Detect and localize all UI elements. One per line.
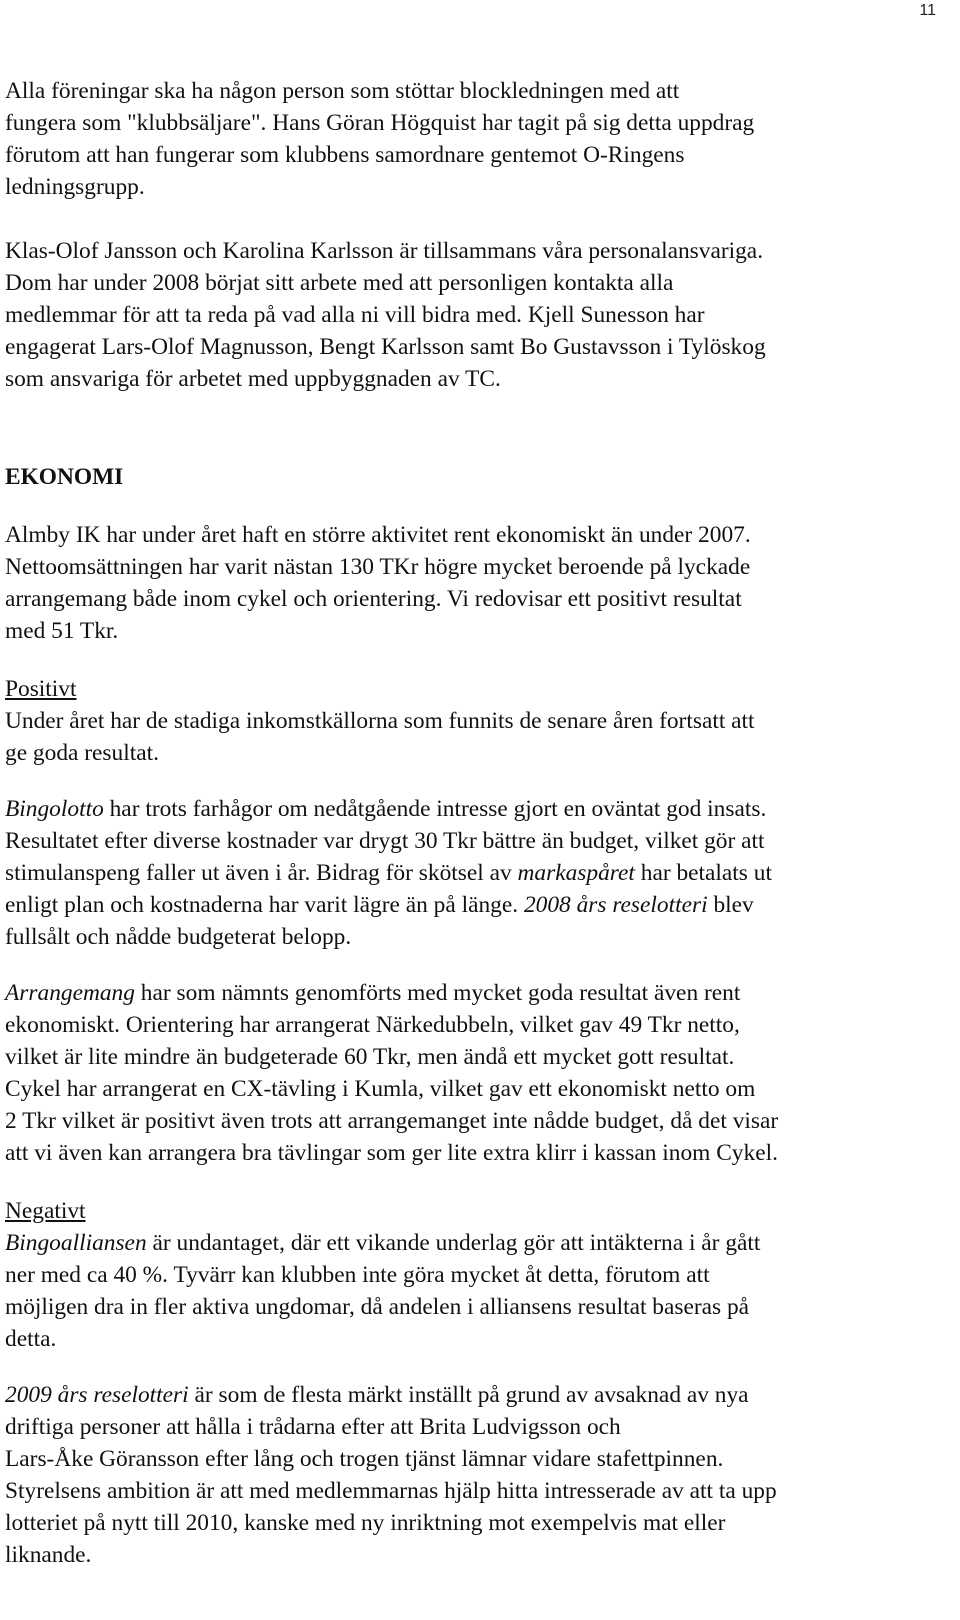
text-line: detta.: [5, 1326, 57, 1352]
text-line: [5, 1380, 749, 1410]
text-line: Cykel har arrangerat en CX-tävling i Kumla, vilket gav ett ekonomiskt netto om: [5, 1076, 756, 1102]
text-line: Lars-Åke Göransson efter lång och trogen tjänst lämnar vidare stafettpinnen.: [5, 1446, 724, 1472]
text-line: vilket är lite mindre än budgeterade 60 Tkr, men ändå ett mycket gott resultat.: [5, 1044, 735, 1070]
text-line: driftiga personer att hålla i trådarna efter att Brita Ludvigsson och: [5, 1414, 621, 1440]
text-line: Resultatet efter diverse kostnader var drygt 30 Tkr bättre än budget, vilket gör att: [5, 828, 765, 854]
text-line: att vi även kan arrangera bra tävlingar som ger lite extra klirr i kassan inom Cykel.: [5, 1140, 778, 1166]
subheading-positivt: Positivt: [5, 676, 77, 702]
text-line: Almby IK har under året haft en större aktivitet rent ekonomiskt än under 2007.: [5, 522, 751, 548]
text-line: [5, 858, 772, 888]
text-line: [5, 1228, 760, 1258]
text-line: [5, 978, 740, 1008]
text-line: med 51 Tkr.: [5, 618, 119, 644]
text-line: [5, 890, 754, 920]
text-line: liknande.: [5, 1542, 92, 1568]
text-segment: har som nämnts genomförts med mycket goda resultat även rent: [134, 980, 741, 1006]
emphasis-reselotteri-2009: 2009 års reselotteri: [5, 1382, 189, 1408]
emphasis-bingolotto: Bingolotto: [5, 796, 104, 822]
text-segment: är undantaget, där ett vikande underlag gör att intäkterna i år gått: [146, 1230, 761, 1256]
text-line: Alla föreningar ska ha någon person som stöttar blockledningen med att: [5, 78, 680, 104]
section-heading-ekonomi: EKONOMI: [5, 464, 124, 490]
text-segment: har betalats ut: [634, 860, 772, 886]
emphasis-arrangemang: Arrangemang: [5, 980, 135, 1006]
text-line: möjligen dra in fler aktiva ungdomar, då andelen i alliansens resultat baseras på: [5, 1294, 750, 1320]
text-line: medlemmar för att ta reda på vad alla ni vill bidra med. Kjell Sunesson har: [5, 302, 705, 328]
text-line: fungera som "klubbsäljare". Hans Göran Högquist har tagit på sig detta uppdrag: [5, 110, 755, 136]
text-segment: stimulanspeng faller ut även i år. Bidrag för skötsel av: [5, 860, 518, 886]
emphasis-reselotteri-2008: 2008 års reselotteri: [523, 892, 708, 918]
text-line: Klas-Olof Jansson och Karolina Karlsson är tillsammans våra personalansvariga.: [5, 238, 764, 264]
text-line: 2 Tkr vilket är positivt även trots att arrangemanget inte nådde budget, då det visar: [5, 1108, 779, 1134]
text-segment: är som de flesta märkt inställt på grund av avsaknad av nya: [188, 1382, 749, 1408]
emphasis-markasparet: markaspåret: [517, 860, 635, 886]
text-line: Dom har under 2008 börjat sitt arbete med att personligen kontakta alla: [5, 270, 674, 296]
text-line: Nettoomsättningen har varit nästan 130 TKr högre mycket beroende på lyckade: [5, 554, 751, 580]
text-line: ledningsgrupp.: [5, 174, 145, 200]
text-segment: enligt plan och kostnaderna har varit lägre än på länge.: [5, 892, 524, 918]
emphasis-bingoalliansen: Bingoalliansen: [5, 1230, 147, 1256]
text-line: förutom att han fungerar som klubbens samordnare gentemot O-Ringens: [5, 142, 685, 168]
text-line: fullsålt och nådde budgeterat belopp.: [5, 924, 352, 950]
subheading-negativt: Negativt: [5, 1198, 86, 1224]
text-line: Under året har de stadiga inkomstkällorna som funnits de senare åren fortsatt att: [5, 708, 755, 734]
text-line: lotteriet på nytt till 2010, kanske med ny inriktning mot exempelvis mat eller: [5, 1510, 726, 1536]
text-line: Styrelsens ambition är att med medlemmarnas hjälp hitta intresserade av att ta upp: [5, 1478, 777, 1504]
text-line: som ansvariga för arbetet med uppbyggnaden av TC.: [5, 366, 501, 392]
text-segment: blev: [707, 892, 754, 918]
text-line: [5, 794, 766, 824]
text-segment: har trots farhågor om nedåtgående intresse gjort en oväntat god insats.: [103, 796, 767, 822]
text-line: ner med ca 40 %. Tyvärr kan klubben inte göra mycket åt detta, förutom att: [5, 1262, 710, 1288]
text-line: ge goda resultat.: [5, 740, 159, 766]
text-line: arrangemang både inom cykel och orientering. Vi redovisar ett positivt resultat: [5, 586, 742, 612]
page-number: 11: [919, 2, 936, 19]
text-line: ekonomiskt. Orientering har arrangerat Närkedubbeln, vilket gav 49 Tkr netto,: [5, 1012, 740, 1038]
text-line: engagerat Lars-Olof Magnusson, Bengt Karlsson samt Bo Gustavsson i Tylöskog: [5, 334, 766, 360]
